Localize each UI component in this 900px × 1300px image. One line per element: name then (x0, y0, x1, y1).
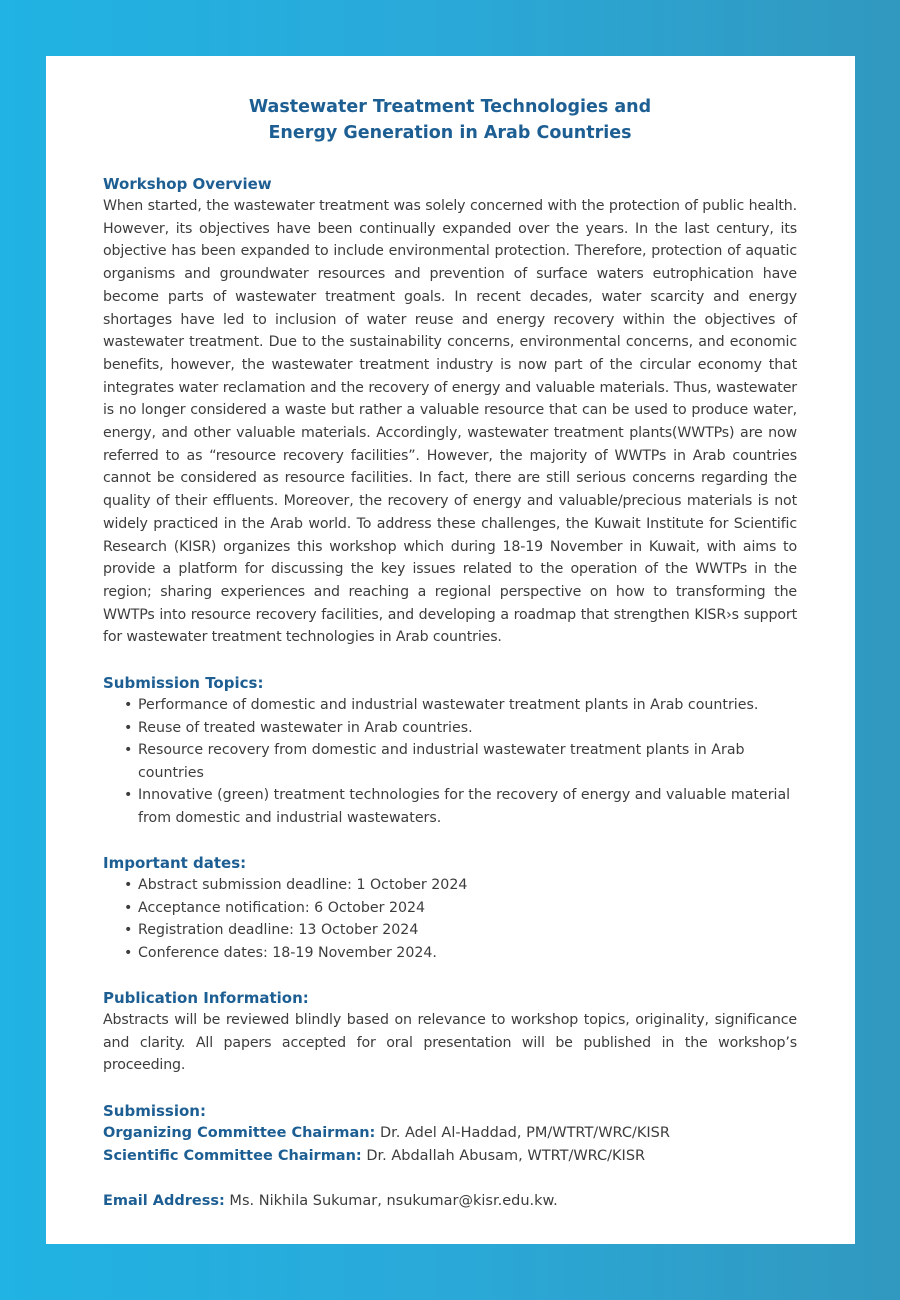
list-item: • Registration deadline: 13 October 2024 (124, 919, 797, 942)
important-dates-section (103, 852, 797, 964)
email-value: Ms. Nikhila Sukumar, nsukumar@kisr.edu.kw. (224, 1193, 558, 1210)
publication-information-section (103, 987, 797, 1077)
list-item: • Acceptance notification: 6 October 2024 (124, 897, 797, 920)
publication-information-heading: Publication Information: (103, 989, 309, 1008)
submission-topics-heading: Submission Topics: (103, 674, 264, 693)
important-dates-list (103, 874, 797, 964)
submission-topics-section (103, 672, 797, 829)
title-line-2: Energy Generation in Arab Countries (268, 123, 632, 143)
organizing-committee-value: Dr. Adel Al-Haddad, PM/WTRT/WRC/KISR (375, 1125, 670, 1142)
list-item: • Conference dates: 18-19 November 2024. (124, 942, 797, 965)
submission-section (103, 1100, 797, 1167)
page-title (103, 94, 797, 146)
scientific-committee-line (103, 1145, 797, 1168)
list-item: • Resource recovery from domestic and industrial wastewater treatment plants in Arab countries (124, 739, 797, 784)
important-dates-heading: Important dates: (103, 854, 247, 873)
scientific-committee-value: Dr. Abdallah Abusam, WTRT/WRC/KISR (361, 1147, 646, 1164)
list-item: • Performance of domestic and industrial wastewater treatment plants in Arab countries. (124, 694, 797, 717)
title-line-1: Wastewater Treatment Technologies and (248, 97, 652, 117)
organizing-committee-label: Organizing Committee Chairman: (103, 1125, 376, 1142)
workshop-overview-heading: Workshop Overview (103, 175, 272, 193)
organizing-committee-line (103, 1122, 797, 1145)
document-card (46, 56, 855, 1244)
workshop-overview-text: When started, the wastewater treatment was solely concerned with the protection of public health. However, its objectives have been continually expanded over the years. In the last century, its objective has been expanded to include environmental protection. Therefore, protection of aquatic organisms and groundwater resources and prevention of surface waters eutrophication have become parts of wastewater treatment goals. In recent decades, water scarcity and energy shortages have led to inclusion of water reuse and energy recovery within the objectives of wastewater treatment. Due to the sustainability concerns, environmental concerns, and economic benefits, however, the wastewater treatment industry is now part of the circular economy that integrates water reclamation and the recovery of energy and valuable materials. Thus, wastewater is no longer considered a waste but rather a valuable resource that can be used to produce water, energy, and other valuable materials. Accordingly, wastewater treatment plants(WWTPs) are now referred to as “resource recovery facilities”. However, the majority of WWTPs in Arab countries cannot be considered as resource facilities. In fact, there are still serious concerns regarding the quality of their effluents. Moreover, the recovery of energy and valuable/precious materials is not widely practiced in the Arab world. To address these challenges, the Kuwait Institute for Scientific Research (KISR) organizes this workshop which during 18-19 November in Kuwait, with aims to provide a platform for discussing the key issues related to the operation of the WWTPs in the region; sharing experiences and reaching a regional perspective on how to transforming the WWTPs into resource recovery facilities, and developing a roadmap that strengthen KISR›s support for wastewater treatment technologies in Arab countries. (103, 198, 797, 646)
submission-heading: Submission: (103, 1102, 206, 1121)
email-label: Email Address: (103, 1193, 225, 1210)
list-item: • Reuse of treated wastewater in Arab countries. (124, 717, 797, 740)
list-item: • Abstract submission deadline: 1 October 2024 (124, 874, 797, 897)
publication-information-text: Abstracts will be reviewed blindly based on relevance to workshop topics, originality, significance and clarity. All papers accepted for oral presentation will be published in the workshop’s proceeding. (103, 1012, 797, 1074)
list-item: • Innovative (green) treatment technologies for the recovery of energy and valuable material from domestic and industrial wastewaters. (124, 784, 797, 829)
contact-section (103, 1190, 797, 1213)
submission-topics-list (103, 694, 797, 829)
email-line (103, 1190, 797, 1213)
workshop-overview-section (103, 173, 797, 649)
scientific-committee-label: Scientific Committee Chairman: (103, 1147, 362, 1164)
